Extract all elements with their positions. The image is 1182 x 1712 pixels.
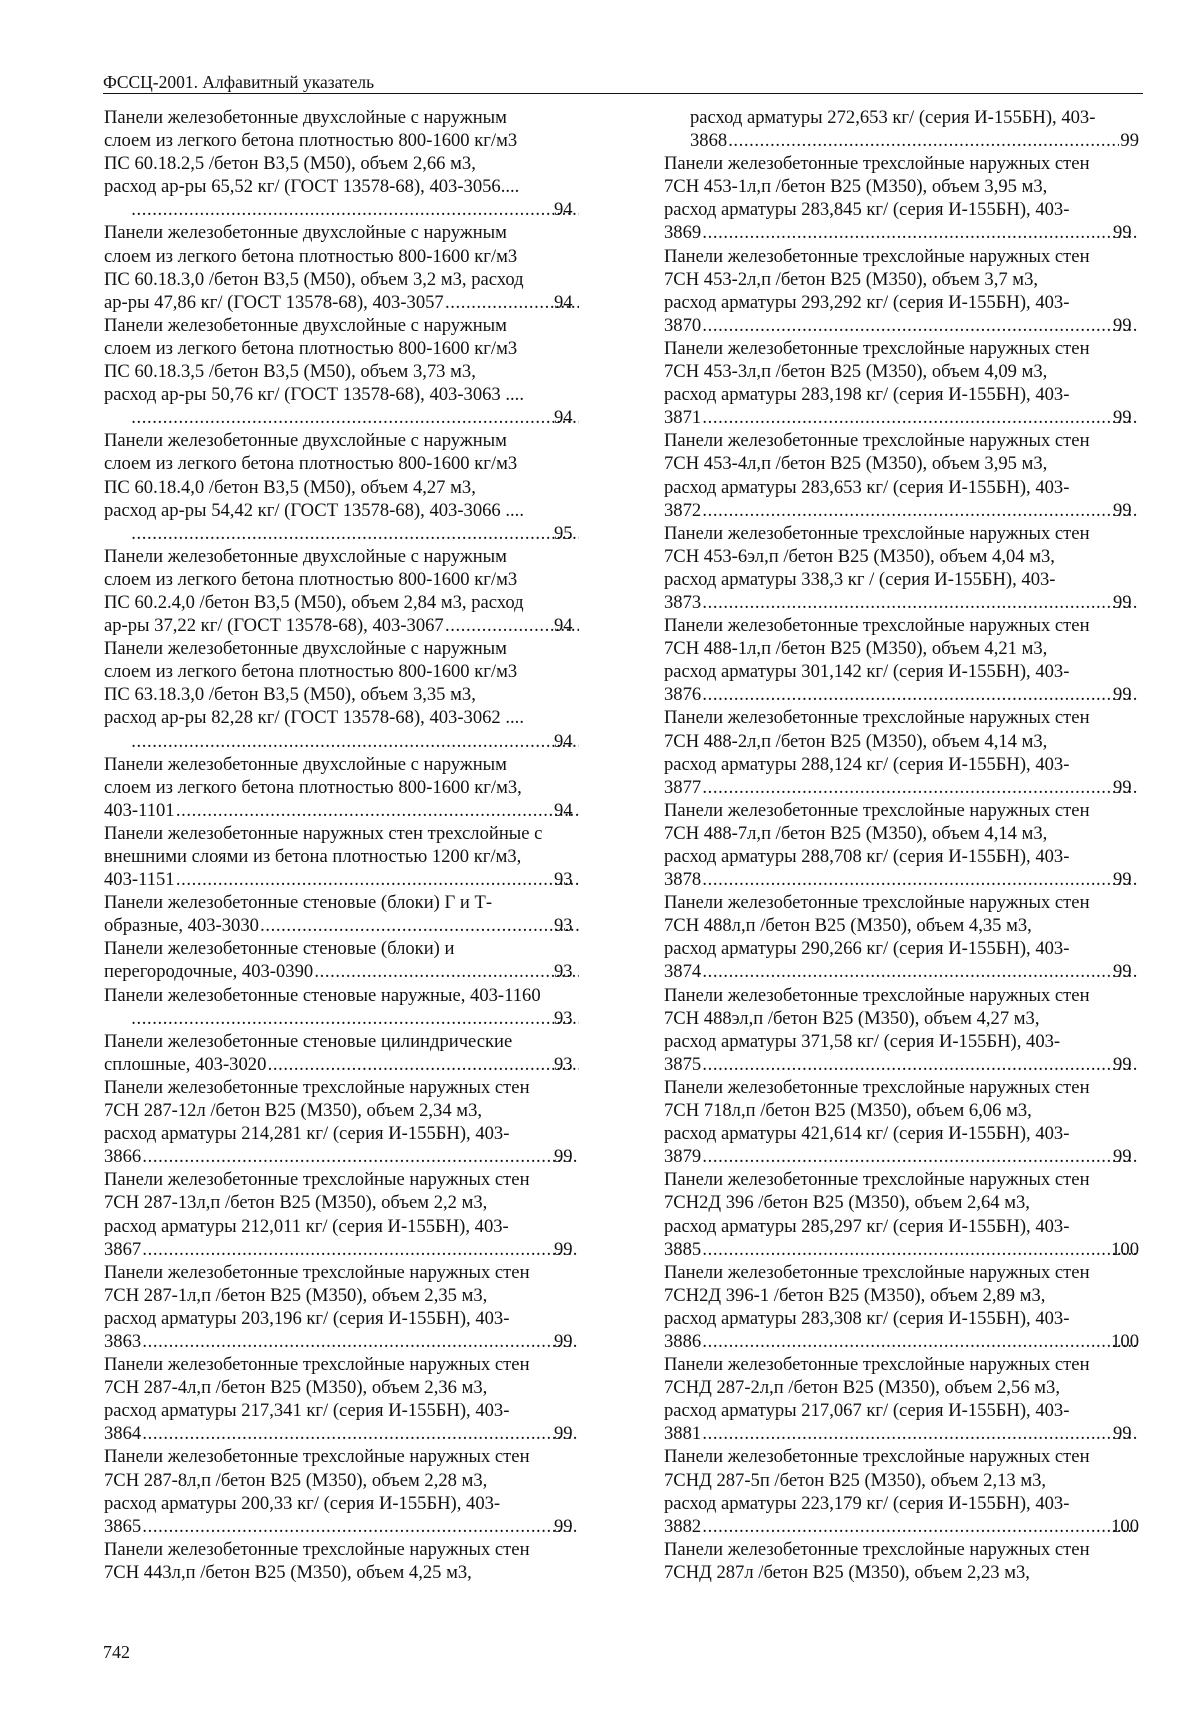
index-entry xyxy=(664,706,1139,798)
dot-leader xyxy=(131,730,579,753)
entry-line: расход арматуры 214,281 кг/ (серия И-155БН), 403- xyxy=(104,1123,510,1145)
entry-page-line: 3873 ..... 99 xyxy=(690,591,1139,614)
entry-line: расход арматуры 283,198 кг/ (серия И-155БН), 403- xyxy=(664,384,1070,406)
index-entry xyxy=(104,1076,580,1168)
index-entry xyxy=(664,522,1139,614)
entry-line-tail: 3864 xyxy=(104,1423,142,1445)
entry-page-line xyxy=(664,1238,1139,1261)
entry-line: Панели железобетонные двухслойные с наружным xyxy=(104,222,507,244)
entry-page-line: ..... 94 xyxy=(130,198,580,221)
entry-line-tail: 403-1151 xyxy=(104,869,175,891)
index-entry xyxy=(664,1538,1139,1584)
entry-line-tail: 3878 xyxy=(664,869,702,891)
entry-line: 7СН 453-4л,п /бетон В25 (М350), объем 3,95 м3, xyxy=(664,453,1048,475)
entry-line: 7СН 443л,п /бетон В25 (М350), объем 4,25 м3, xyxy=(104,1561,472,1583)
entry-line: Панели железобетонные трехслойные наружных стен xyxy=(664,1169,1090,1191)
dot-leader xyxy=(702,868,1138,891)
dot-leader xyxy=(728,129,1119,152)
index-entry xyxy=(664,891,1139,983)
entry-line: слоем из легкого бетона плотностью 800-1600 кг/м3 xyxy=(104,453,518,475)
entry-line: Панели железобетонные стеновые (блоки) Г и Т- xyxy=(104,892,493,914)
entry-line: расход арматуры 212,011 кг/ (серия И-155БН), 403- xyxy=(104,1215,509,1237)
entry-page-line: ар-ры 47,86 кг/ (ГОСТ 13578-68), 403-3057 ..... 94 xyxy=(130,291,580,314)
entry-page-line: ..... 94 xyxy=(130,730,580,753)
entry-line-tail: 3881 xyxy=(664,1423,702,1445)
entry-line: расход арматуры 217,067 кг/ (серия И-155БН), 403- xyxy=(664,1400,1070,1422)
index-entry xyxy=(104,1030,580,1076)
entry-line: Панели железобетонные трехслойные наружных стен xyxy=(664,430,1090,452)
entry-line: 7СН 287-4л,п /бетон В25 (М350), объем 2,36 м3, xyxy=(104,1377,488,1399)
dot-leader xyxy=(702,1515,1136,1538)
entry-page-line: 3876 ..... 99 xyxy=(690,683,1139,706)
entry-line: ПС 60.18.3,5 /бетон В3,5 (М50), объем 3,73 м3, xyxy=(104,361,476,383)
entry-line: Панели железобетонные трехслойные наружных стен xyxy=(664,1076,1090,1098)
entry-line: внешними слоями из бетона плотностью 1200 кг/м3, xyxy=(104,846,522,867)
entry-line: Панели железобетонные двухслойные с наружным xyxy=(104,753,507,775)
entry-line: Панели железобетонные трехслойные наружных стен xyxy=(664,615,1090,637)
index-entry xyxy=(664,337,1139,429)
header-title: ФССЦ-2001. Алфавитный указатель xyxy=(103,72,375,92)
dot-leader xyxy=(702,1330,1136,1353)
entry-line: Панели железобетонные трехслойные наружных стен xyxy=(664,1261,1090,1283)
entry-line: Панели железобетонные трехслойные наружных стен xyxy=(664,984,1090,1006)
entry-line-tail: 3869 xyxy=(664,222,702,244)
entry-line-tail: 3882 xyxy=(664,1515,702,1537)
entry-page-line: сплошные, 403-3020 ..... 93 xyxy=(130,1053,580,1076)
entry-line: Панели железобетонные трехслойные наружных стен xyxy=(104,1538,530,1560)
entry-line: 7СНД 287л /бетон В25 (М350), объем 2,23 м3, xyxy=(664,1561,1030,1583)
entry-line-tail: 3867 xyxy=(104,1238,142,1260)
index-entry xyxy=(104,314,580,429)
dot-leader xyxy=(702,406,1138,429)
entry-page-ref: 100 xyxy=(1111,1330,1139,1352)
entry-line: расход ар-ры 50,76 кг/ (ГОСТ 13578-68), 403-3063 .... xyxy=(104,384,524,406)
entry-line: Панели железобетонные трехслойные наружных стен xyxy=(664,799,1090,821)
dot-leader xyxy=(142,1515,579,1538)
index-entry xyxy=(664,1353,1139,1445)
entry-line-tail: 3886 xyxy=(664,1330,702,1352)
entry-line-tail: 3885 xyxy=(664,1238,702,1260)
entry-line-tail: 3876 xyxy=(664,684,702,706)
entry-page-line: 3874 ..... 99 xyxy=(690,960,1139,983)
dot-leader xyxy=(702,1422,1138,1445)
index-entry xyxy=(664,614,1139,706)
entry-line: Панели железобетонные двухслойные с наружным xyxy=(104,107,507,128)
entry-line: Панели железобетонные трехслойные наружных стен xyxy=(104,1169,530,1191)
entry-line-tail: ар-ры 47,86 кг/ (ГОСТ 13578-68), 403-3057 xyxy=(104,291,444,313)
entry-page-line xyxy=(690,129,1139,152)
dot-leader xyxy=(314,960,579,983)
entry-line: расход ар-ры 54,42 кг/ (ГОСТ 13578-68), 403-3066 .... xyxy=(104,499,524,521)
entry-line: расход арматуры 290,266 кг/ (серия И-155БН), 403- xyxy=(664,938,1070,960)
entry-page-ref: 100 xyxy=(1111,1515,1139,1537)
index-entry xyxy=(664,1261,1139,1353)
entry-line: слоем из легкого бетона плотностью 800-1600 кг/м3 xyxy=(104,661,518,683)
entry-page-line xyxy=(664,1330,1139,1353)
entry-line: Панели железобетонные двухслойные с наружным xyxy=(104,314,507,336)
entry-page-line: 3870 ..... 99 xyxy=(690,314,1139,337)
page-number: 742 xyxy=(103,1642,130,1662)
entry-page-line: 403-1101 ..... 94 xyxy=(130,799,580,822)
entry-line: Панели железобетонные трехслойные наружных стен xyxy=(104,1446,530,1468)
entry-page-line: образные, 403-3030 ..... 93 xyxy=(130,914,580,937)
entry-line-tail: перегородочные, 403-0390 xyxy=(104,961,314,983)
dot-leader xyxy=(702,1145,1138,1168)
entry-line: Панели железобетонные трехслойные наружных стен xyxy=(664,1538,1090,1560)
entry-page-line xyxy=(664,1515,1139,1538)
index-entry xyxy=(104,637,580,752)
dot-leader xyxy=(142,1238,579,1261)
index-entry xyxy=(104,984,580,1030)
entry-line: 7СН 488эл,п /бетон В25 (М350), объем 4,27 м3, xyxy=(664,1007,1040,1029)
dot-leader xyxy=(142,1422,579,1445)
entry-page-line: 3881 ..... 99 xyxy=(690,1422,1139,1445)
dot-leader xyxy=(702,1238,1136,1261)
entry-line: расход арматуры 217,341 кг/ (серия И-155БН), 403- xyxy=(104,1400,510,1422)
entry-line: 7СН 287-1л,п /бетон В25 (М350), объем 2,35 м3, xyxy=(104,1284,488,1306)
entry-line: 7СН 453-3л,п /бетон В25 (М350), объем 4,09 м3, xyxy=(664,361,1048,383)
entry-line: Панели железобетонные трехслойные наружных стен xyxy=(664,337,1090,359)
entry-line-tail: 3874 xyxy=(664,961,702,983)
dot-leader xyxy=(142,1330,579,1353)
entry-line: 7СН 488-7л,п /бетон В25 (М350), объем 4,14 м3, xyxy=(664,822,1048,844)
dot-leader xyxy=(131,1007,579,1030)
entry-line: Панели железобетонные трехслойные наружных стен xyxy=(664,153,1090,175)
dot-leader xyxy=(702,960,1138,983)
entry-line: ПС 60.2.4,0 /бетон В3,5 (М50), объем 2,84 м3, расход xyxy=(104,591,524,613)
entry-line: ПС 60.18.4,0 /бетон В3,5 (М50), объем 4,27 м3, xyxy=(104,476,476,498)
entry-line-tail: 3873 xyxy=(664,591,702,613)
dot-leader xyxy=(267,1053,579,1076)
index-entry xyxy=(664,106,1139,152)
entry-line: 7СН 453-6эл,п /бетон В25 (М350), объем 4,04 м3, xyxy=(664,545,1055,567)
index-entry xyxy=(104,1353,580,1445)
entry-line: расход арматуры 288,124 кг/ (серия И-155БН), 403- xyxy=(664,753,1070,775)
entry-line: расход арматуры 203,196 кг/ (серия И-155БН), 403- xyxy=(104,1307,510,1329)
entry-line: расход арматуры 371,58 кг/ (серия И-155БН), 403- xyxy=(664,1030,1061,1052)
index-entry xyxy=(664,1168,1139,1260)
dot-leader xyxy=(142,1145,579,1168)
entry-line: Панели железобетонные трехслойные наружных стен xyxy=(104,1261,530,1283)
entry-line: 7СН 453-1л,п /бетон В25 (М350), объем 3,95 м3, xyxy=(664,176,1048,198)
index-entry xyxy=(104,937,580,983)
entry-page-line: 3877 ..... 99 xyxy=(690,776,1139,799)
index-entry xyxy=(664,799,1139,891)
entry-line: Панели железобетонные двухслойные с наружным xyxy=(104,638,507,660)
entry-line: Панели железобетонные двухслойные с наружным xyxy=(104,430,507,452)
index-entry xyxy=(104,1538,580,1584)
entry-line-tail: сплошные, 403-3020 xyxy=(104,1053,267,1075)
entry-line: расход арматуры 283,653 кг/ (серия И-155БН), 403- xyxy=(664,476,1070,498)
dot-leader xyxy=(702,499,1138,522)
entry-page-line: 3875 ..... 99 xyxy=(690,1053,1139,1076)
entry-line: расход арматуры 272,653 кг/ (серия И-155БН), 403- xyxy=(690,107,1096,128)
entry-line: 7СН 488-2л,п /бетон В25 (М350), объем 4,14 м3, xyxy=(664,730,1048,752)
entry-line-tail: 3872 xyxy=(664,499,702,521)
entry-line-tail: образные, 403-3030 xyxy=(104,915,259,937)
entry-page-line: 3872 ..... 99 xyxy=(690,499,1139,522)
entry-page-line: 3865 ..... 99 xyxy=(130,1515,580,1538)
entry-line: слоем из легкого бетона плотностью 800-1600 кг/м3 xyxy=(104,130,518,152)
entry-line: ПС 63.18.3,0 /бетон В3,5 (М50), объем 3,35 м3, xyxy=(104,684,476,706)
entry-line: расход арматуры 223,179 кг/ (серия И-155БН), 403- xyxy=(664,1492,1070,1514)
entry-line: слоем из легкого бетона плотностью 800-1600 кг/м3 xyxy=(104,245,518,267)
index-entry xyxy=(104,106,580,221)
entry-line: слоем из легкого бетона плотностью 800-1600 кг/м3 xyxy=(104,568,518,590)
entry-line: Панели железобетонные трехслойные наружных стен xyxy=(104,1076,530,1098)
entry-line: 7СН2Д 396-1 /бетон В25 (М350), объем 2,89 м3, xyxy=(664,1284,1046,1306)
entry-page-line: ..... 93 xyxy=(130,1007,580,1030)
index-entry xyxy=(664,984,1139,1076)
entry-line: расход арматуры 200,33 кг/ (серия И-155БН), 403- xyxy=(104,1492,501,1514)
entry-line-tail: ар-ры 37,22 кг/ (ГОСТ 13578-68), 403-3067 xyxy=(104,615,444,637)
index-entry xyxy=(664,1076,1139,1168)
index-entry xyxy=(664,429,1139,521)
entry-line-tail: 3866 xyxy=(104,1146,142,1168)
entry-line: Панели железобетонные трехслойные наружных стен xyxy=(664,1446,1090,1468)
entry-line: 7СН 287-12л /бетон В25 (М350), объем 2,34 м3, xyxy=(104,1100,483,1122)
entry-line: расход арматуры 288,708 кг/ (серия И-155БН), 403- xyxy=(664,846,1070,867)
entry-line-tail: 3863 xyxy=(104,1330,142,1352)
entry-line: 7СН 488л,п /бетон В25 (М350), объем 4,35 м3, xyxy=(664,915,1032,937)
dot-leader xyxy=(260,914,579,937)
index-entry xyxy=(104,822,580,891)
entry-line: Панели железобетонные трехслойные наружных стен xyxy=(664,707,1090,729)
entry-line: 7СНД 287-2л,п /бетон В25 (М350), объем 2,56 м3, xyxy=(664,1377,1060,1399)
entry-line: 7СН 287-13л,п /бетон В25 (М350), объем 2,2 м3, xyxy=(104,1192,488,1214)
entry-line-tail: 3871 xyxy=(664,407,702,429)
dot-leader xyxy=(131,198,579,221)
dot-leader xyxy=(131,406,579,429)
entry-page-ref: 99 xyxy=(1120,130,1139,152)
dot-leader xyxy=(702,591,1138,614)
entry-line: расход арматуры 338,3 кг / (серия И-155БН), 403- xyxy=(664,568,1056,590)
entry-page-line: 3869 ..... 99 xyxy=(690,221,1139,244)
entry-line: слоем из легкого бетона плотностью 800-1600 кг/м3 xyxy=(104,337,518,359)
entry-line: Панели железобетонные трехслойные наружных стен xyxy=(664,1354,1090,1376)
page-header xyxy=(103,72,1143,94)
dot-leader xyxy=(176,799,579,822)
entry-line: Панели железобетонные трехслойные наружных стен xyxy=(104,1354,530,1376)
entry-line-tail: 3865 xyxy=(104,1515,142,1537)
entry-page-line: ар-ры 37,22 кг/ (ГОСТ 13578-68), 403-3067 ..... 94 xyxy=(130,614,580,637)
entry-line: расход арматуры 421,614 кг/ (серия И-155БН), 403- xyxy=(664,1123,1070,1145)
entry-line: Панели железобетонные стеновые (блоки) и xyxy=(104,938,455,960)
entry-line: расход арматуры 293,292 кг/ (серия И-155БН), 403- xyxy=(664,291,1070,313)
entry-line: Панели железобетонные стеновые цилиндрические xyxy=(104,1030,513,1052)
entry-line: 7СН 488-1л,п /бетон В25 (М350), объем 4,21 м3, xyxy=(664,638,1048,660)
entry-line: Панели железобетонные стеновые наружные, 403-1160 xyxy=(104,984,541,1006)
entry-page-line: ..... 94 xyxy=(130,406,580,429)
entry-line: Панели железобетонные трехслойные наружных стен xyxy=(664,892,1090,914)
dot-leader xyxy=(702,1053,1138,1076)
dot-leader xyxy=(702,776,1138,799)
entry-line: расход арматуры 283,308 кг/ (серия И-155БН), 403- xyxy=(664,1307,1070,1329)
entry-page-line: 3871 ..... 99 xyxy=(690,406,1139,429)
entry-line: расход ар-ры 65,52 кг/ (ГОСТ 13578-68), 403-3056.... xyxy=(104,176,520,198)
entry-line: Панели железобетонные трехслойные наружных стен xyxy=(664,522,1090,544)
entry-line: расход арматуры 301,142 кг/ (серия И-155БН), 403- xyxy=(664,661,1070,683)
index-entry xyxy=(104,891,580,937)
dot-leader xyxy=(131,522,579,545)
index-entry xyxy=(664,1445,1139,1537)
entry-page-ref: 100 xyxy=(1111,1238,1139,1260)
dot-leader xyxy=(702,683,1138,706)
entry-line: 7СН 718л,п /бетон В25 (М350), объем 6,06 м3, xyxy=(664,1100,1032,1122)
index-entry xyxy=(104,545,580,637)
index-entry xyxy=(104,1261,580,1353)
entry-page-line: 3866 ..... 99 xyxy=(130,1145,580,1168)
entry-line: 7СН2Д 396 /бетон В25 (М350), объем 2,64 м3, xyxy=(664,1192,1030,1214)
entry-line: ПС 60.18.2,5 /бетон В3,5 (М50), объем 2,66 м3, xyxy=(104,153,476,175)
entry-line: слоем из легкого бетона плотностью 800-1600 кг/м3, xyxy=(104,776,522,798)
entry-line: Панели железобетонные двухслойные с наружным xyxy=(104,545,507,567)
entry-page-line: ..... 95 xyxy=(130,522,580,545)
index-entry xyxy=(104,1445,580,1537)
entry-line: расход арматуры 283,845 кг/ (серия И-155БН), 403- xyxy=(664,199,1070,221)
entry-line-tail: 3870 xyxy=(664,314,702,336)
index-entry xyxy=(104,429,580,544)
entry-line: расход ар-ры 82,28 кг/ (ГОСТ 13578-68), 403-3062 .... xyxy=(104,707,524,729)
entry-line-tail: 3879 xyxy=(664,1146,702,1168)
entry-line: Панели железобетонные наружных стен трехслойные с xyxy=(104,822,543,844)
entry-page-line: 403-1151 ..... 93 xyxy=(130,868,580,891)
index-entry xyxy=(664,245,1139,337)
dot-leader xyxy=(702,221,1138,244)
entry-line: 7СН 287-8л,п /бетон В25 (М350), объем 2,28 м3, xyxy=(104,1469,488,1491)
dot-leader xyxy=(702,314,1138,337)
entry-line-tail: 3877 xyxy=(664,776,702,798)
entry-line: Панели железобетонные трехслойные наружных стен xyxy=(664,245,1090,267)
entry-page-line: 3867 ..... 99 xyxy=(130,1238,580,1261)
index-column-right xyxy=(664,106,1139,1584)
entry-line: расход арматуры 285,297 кг/ (серия И-155БН), 403- xyxy=(664,1215,1070,1237)
index-entry xyxy=(664,152,1139,244)
index-column-left xyxy=(104,106,580,1584)
index-entry xyxy=(104,753,580,822)
entry-line: 7СНД 287-5п /бетон В25 (М350), объем 2,13 м3, xyxy=(664,1469,1047,1491)
entry-page-line: 3863 ..... 99 xyxy=(130,1330,580,1353)
entry-line: 7СН 453-2л,п /бетон В25 (М350), объем 3,7 м3, xyxy=(664,268,1039,290)
entry-page-line: 3879 ..... 99 xyxy=(690,1145,1139,1168)
entry-page-line: перегородочные, 403-0390 ..... 93 xyxy=(130,960,580,983)
entry-page-line: 3864 ..... 99 xyxy=(130,1422,580,1445)
index-entry xyxy=(104,221,580,313)
entry-page-line: 3878 ..... 99 xyxy=(690,868,1139,891)
entry-line: ПС 60.18.3,0 /бетон В3,5 (М50), объем 3,2 м3, расход xyxy=(104,268,524,290)
dot-leader xyxy=(176,868,579,891)
entry-line-tail: 403-1101 xyxy=(104,799,175,821)
entry-line-tail: 3875 xyxy=(664,1053,702,1075)
entry-line-tail: 3868 xyxy=(690,130,728,152)
index-entry xyxy=(104,1168,580,1260)
